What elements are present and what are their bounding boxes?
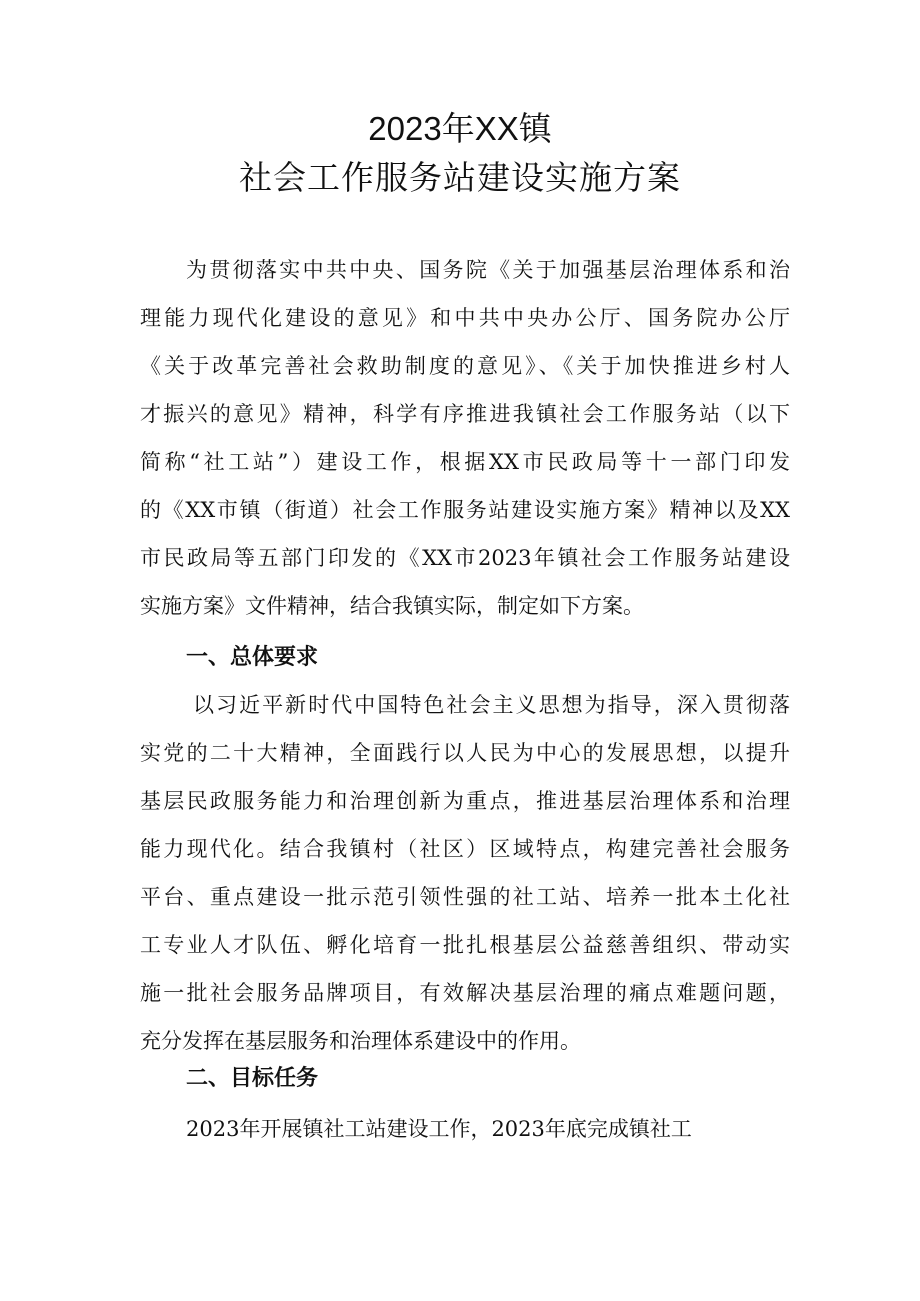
intro-line: 为贯彻落实中共中央、国务院《关于加强基层治理体系和治 — [186, 258, 790, 282]
section1-line: 平台、重点建设一批示范引领性强的社工站、培养一批本土化社 — [140, 885, 790, 909]
section1-line: 基层民政服务能力和治理创新为重点，推进基层治理体系和治理 — [140, 789, 790, 813]
document-title-line2: 社会工作服务站建设实施方案 — [239, 159, 681, 196]
section1-line: 充分发挥在基层服务和治理体系建设中的作用。 — [140, 1029, 581, 1053]
section2-line: 2023年开展镇社工站建设工作，2023年底完成镇社工 — [186, 1117, 692, 1141]
intro-line: 简称“社工站”）建设工作，根据XX市民政局等十一部门印发 — [140, 450, 790, 474]
section1-line: 施一批社会服务品牌项目，有效解决基层治理的痛点难题问题， — [140, 981, 790, 1005]
section-heading-general-requirements: 一、总体要求 — [186, 645, 319, 670]
section-heading-goals-tasks: 二、目标任务 — [186, 1066, 319, 1091]
intro-line: 市民政局等五部门印发的《XX市2023年镇社会工作服务站建设 — [140, 546, 790, 570]
intro-line: 的《XX市镇（街道）社会工作服务站建设实施方案》精神以及XX — [140, 498, 790, 522]
section1-line: 以习近平新时代中国特色社会主义思想为指导，深入贯彻落 — [193, 693, 790, 717]
intro-line: 实施方案》文件精神，结合我镇实际，制定如下方案。 — [140, 594, 644, 618]
section1-line: 工专业人才队伍、孵化培育一批扎根基层公益慈善组织、带动实 — [140, 933, 790, 957]
intro-line: 理能力现代化建设的意见》和中共中央办公厅、国务院办公厅 — [140, 306, 790, 330]
section1-line: 实党的二十大精神，全面践行以人民为中心的发展思想，以提升 — [140, 741, 790, 765]
section1-line: 能力现代化。结合我镇村（社区）区域特点，构建完善社会服务 — [140, 837, 790, 861]
intro-line: 才振兴的意见》精神，科学有序推进我镇社会工作服务站（以下 — [140, 402, 790, 426]
intro-line: 《关于改革完善社会救助制度的意见》、《关于加快推进乡村人 — [140, 354, 790, 378]
document-title-line1: 2023年XX镇 — [368, 110, 552, 147]
